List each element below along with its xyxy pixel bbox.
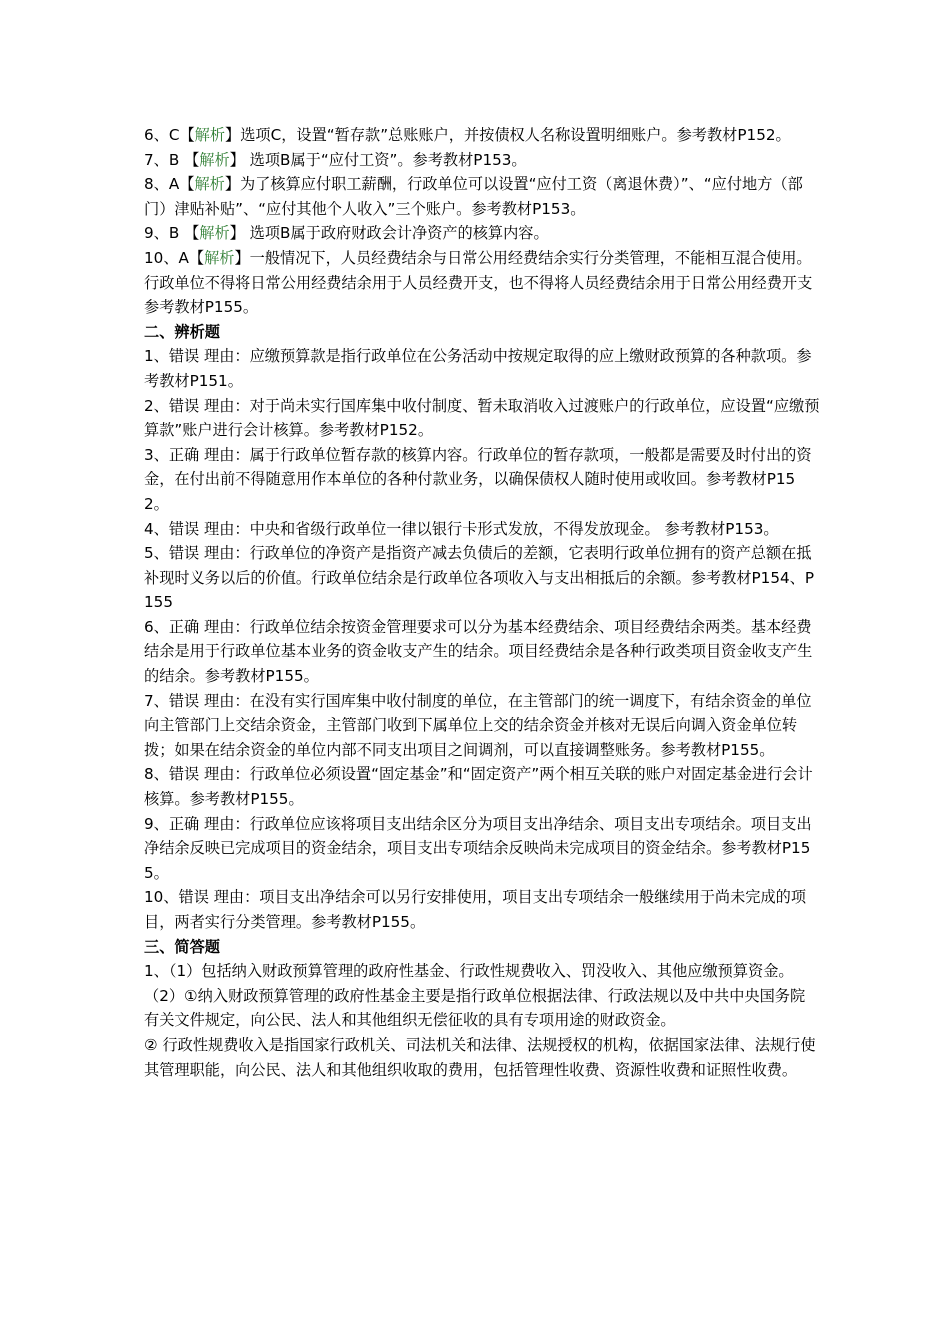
analysis-tag: 解析 [204,248,235,267]
answer-text: 】 选项B属于“应付工资”。参考教材P153。 [229,150,527,169]
section-heading-analysis: 二、辨析题 [144,322,220,341]
answer-6 [144,123,820,148]
analysis-item-2: 2、错误 理由：对于尚未实行国库集中收付制度、暂未取消收入过渡账户的行政单位，应设置“应缴预算款”账户进行会计核算。参考教材P152。 [144,396,820,440]
analysis-item-3: 3、正确 理由：属于行政单位暂存款的核算内容。行政单位的暂存款项，一般都是需要及时付出的资金，在付出前不得随意用作本单位的各种付款业务，以确保债权人随时使用或收回。参考教材P152。 [144,445,812,513]
answer-text: 】为了核算应付职工薪酬，行政单位可以设置“应付工资（离退休费）”、“应付地方（部门）津贴补贴”、“应付其他个人收入”三个账户。参考教材P153。 [144,175,803,218]
answer-8 [144,172,820,221]
answer-text: 】 选项B属于政府财政会计净资产的核算内容。 [229,224,549,243]
analysis-item-1: 1、错误 理由：应缴预算款是指行政单位在公务活动中按规定取得的应上缴财政预算的各种款项。参考教材P151。 [144,347,812,390]
answer-text: 】选项C，设置“暂存款”总账账户，并按债权人名称设置明细账户。参考教材P152。 [225,126,791,144]
document-body [144,123,820,1082]
analysis-tag: 解析 [199,150,230,169]
answer-prefix: 9、B 【 [144,224,200,243]
analysis-tag: 解析 [194,175,225,194]
short-answer-item-1: 1、（1）包括纳入财政预算管理的政府性基金、行政性规费收入、罚没收入、其他应缴预算资金。 [144,962,794,981]
answer-10 [144,246,820,320]
answer-text: 】一般情况下，人员经费结余与日常公用经费结余实行分类管理，不能相互混合使用。行政单位不得将日常公用经费结余用于人员经费开支，也不得将人员经费结余用于日常公用经费开支参考教材P155。 [144,248,813,317]
analysis-item-5: 5、错误 理由：行政单位的净资产是指资产减去负债后的差额，它表明行政单位拥有的资产总额在抵补现时义务以后的价值。行政单位结余是行政单位各项收入与支出相抵后的余额。参考教材P154、P155 [144,544,814,612]
analysis-item-10: 10、错误 理由：项目支出净结余可以另行安排使用，项目支出专项结余一般继续用于尚未完成的项目，两者实行分类管理。参考教材P155。 [144,888,807,931]
answer-prefix: 8、A【 [144,175,195,194]
answer-7 [144,148,820,173]
analysis-item-8: 8、错误 理由：行政单位必须设置“固定基金”和“固定资产”两个相互关联的账户对固定基金进行会计核算。参考教材P155。 [144,765,813,809]
analysis-tag: 解析 [199,224,230,243]
analysis-item-4: 4、错误 理由：中央和省级行政单位一律以银行卡形式发放，不得发放现金。 参考教材P153。 [144,519,779,538]
analysis-item-6: 6、正确 理由：行政单位结余按资金管理要求可以分为基本经费结余、项目经费结余两类。基本经费结余是用于行政单位基本业务的资金收支产生的结余。项目经费结余是各种行政类项目资金收支产生的结余。参考教材P155。 [144,617,813,686]
analysis-item-7: 7、错误 理由：在没有实行国库集中收付制度的单位，在主管部门的统一调度下，有结余资金的单位向主管部门上交结余资金，主管部门收到下属单位上交的结余资金并核对无误后向调入资金单位转拨；如果在结余资金的单位内部不同支出项目之间调剂，可以直接调整账务。参考教材P155。 [144,691,812,759]
answer-9 [144,221,820,246]
answer-prefix: 6、C【 [144,126,195,144]
answer-prefix: 10、A【 [144,248,205,267]
analysis-tag: 解析 [194,126,226,144]
analysis-item-9: 9、正确 理由：行政单位应该将项目支出结余区分为项目支出净结余、项目支出专项结余。项目支出净结余反映已完成项目的资金结余，项目支出专项结余反映尚未完成项目的资金结余。参考教材P155。 [144,814,812,882]
short-answer-item-3: ② 行政性规费收入是指国家行政机关、司法机关和法律、法规授权的机构，依据国家法律、法规行使其管理职能，向公民、法人和其他组织收取的费用，包括管理性收费、资源性收费和证照性收费。 [144,1035,816,1079]
short-answer-item-2: （2）①纳入财政预算管理的政府性基金主要是指行政单位根据法律、行政法规以及中共中央国务院有关文件规定，向公民、法人和其他组织无偿征收的具有专项用途的财政资金。 [144,986,806,1030]
section-heading-short-answer: 三、简答题 [144,937,220,956]
answer-prefix: 7、B 【 [144,150,200,169]
